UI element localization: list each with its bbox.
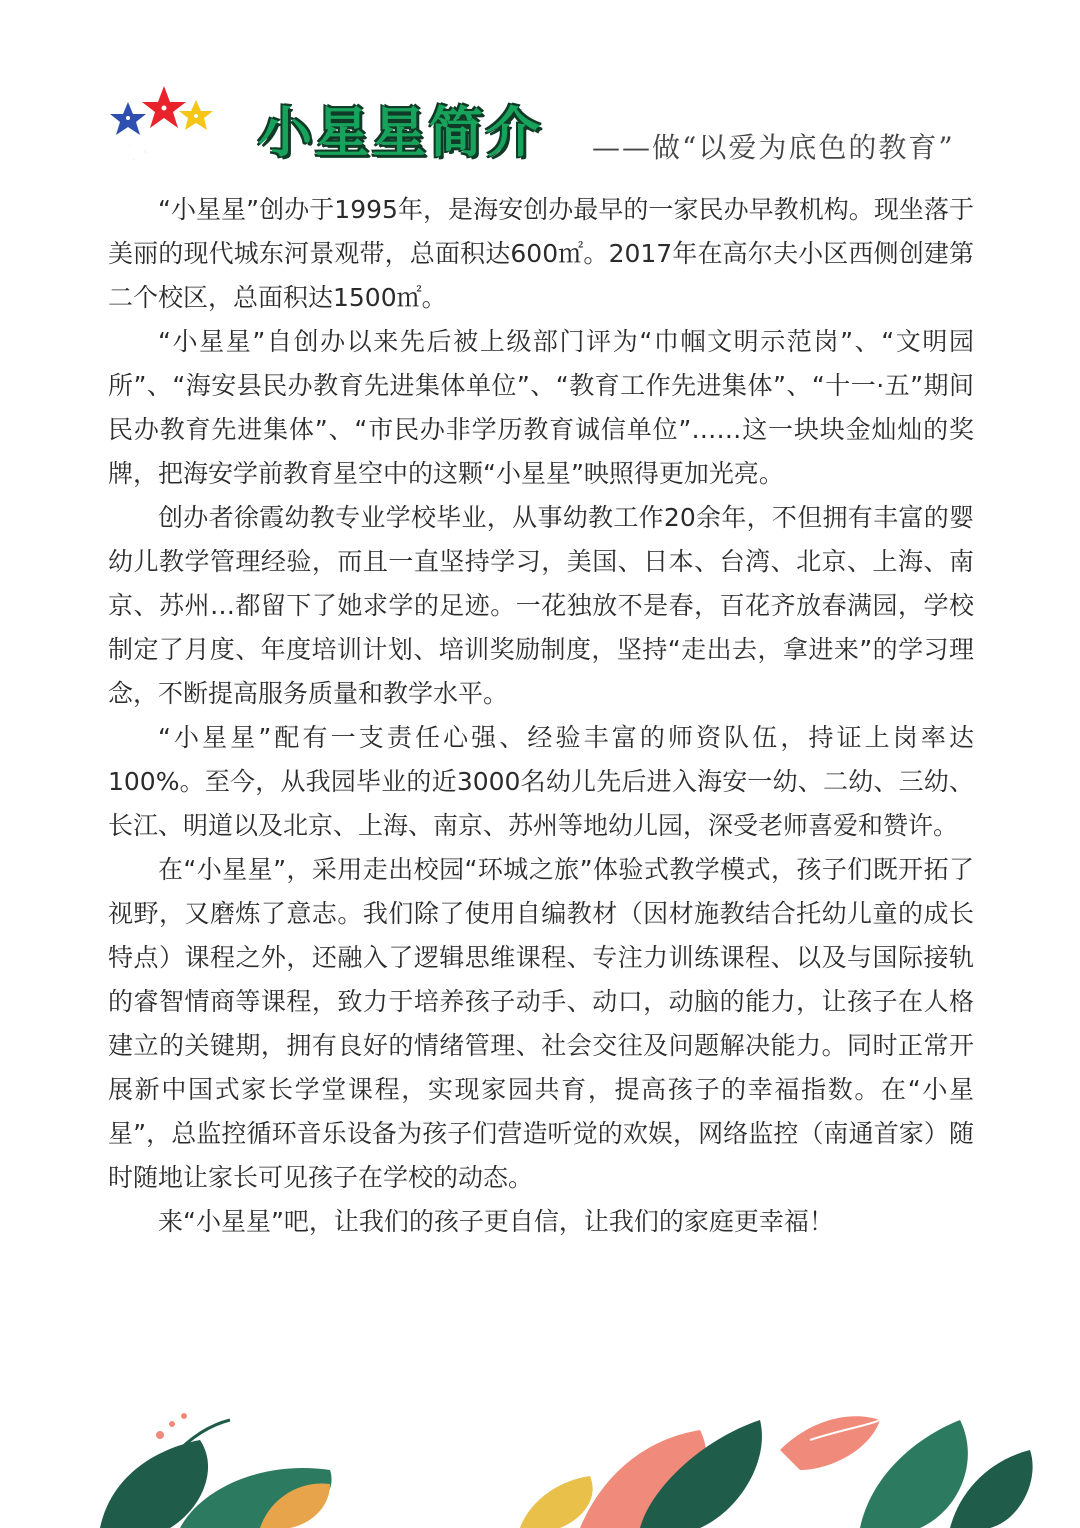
logo-text: 小星星 [122,136,195,166]
logo [108,72,218,164]
intro-content [108,188,974,1244]
paragraph: 来“小星星”吧，让我们的孩子更自信，让我们的家庭更幸福！ [158,1207,834,1236]
foliage-decoration [0,1380,1080,1528]
paragraph: “小星星”创办于1995年，是海安创办最早的一家民办早教机构。现坐落于美丽的现代城东河景观带，总面积达600㎡。2017年在高尔夫小区西侧创建第二个校区，总面积达1500㎡。 [108,195,974,312]
leaf-icon [780,1416,880,1470]
page-header [0,60,1080,170]
paragraph: 创办者徐霞幼教专业学校毕业，从事幼教工作20余年，不但拥有丰富的婴幼儿教学管理经验，而且一直坚持学习，美国、日本、台湾、北京、上海、南京、苏州…都留下了她求学的足迹。一花独放不是春，百花齐放春满园，学校制定了月度、年度培训计划、培训奖励制度，坚持“走出去，拿进来”的学习理念，不断提高服务质量和教学水平。 [108,503,974,708]
paragraph: “小星星”自创办以来先后被上级部门评为“巾帼文明示范岗”、“文明园所”、“海安县民办教育先进集体单位”、“教育工作先进集体”、“十一·五”期间民办教育先进集体”、“市民办非学历教育诚信单位”……这一块块金灿灿的奖牌，把海安学前教育星空中的这颗“小星星”映照得更加光亮。 [108,327,974,488]
paragraph: “小星星”配有一支责任心强、经验丰富的师资队伍，持证上岗率达100%。至今，从我园毕业的近3000名幼儿先后进入海安一幼、二幼、三幼、长江、明道以及北京、上海、南京、苏州等地幼儿园，深受老师喜爱和赞许。 [108,723,974,840]
paragraph: 在“小星星”，采用走出校园“环城之旅”体验式教学模式，孩子们既开拓了视野，又磨炼了意志。我们除了使用自编教材（因材施教结合托幼儿童的成长特点）课程之外，还融入了逻辑思维课程、专注力训练课程、以及与国际接轨的睿智情商等课程，致力于培养孩子动手、动口，动脑的能力，让孩子在人格建立的关键期，拥有良好的情绪管理、社会交往及问题解决能力。同时正常开展新中国式家长学堂课程，实现家园共育，提高孩子的幸福指数。在“小星星”，总监控循环音乐设备为孩子们营造听觉的欢娱，网络监控（南通首家）随时随地让家长可见孩子在学校的动态。 [108,855,974,1192]
page-subtitle: ——做“以爱为底色的教育” [592,131,955,164]
leaf-icon [520,1476,593,1528]
leaf-icon [860,1420,968,1528]
page-title: 小星星简介 [258,101,543,164]
